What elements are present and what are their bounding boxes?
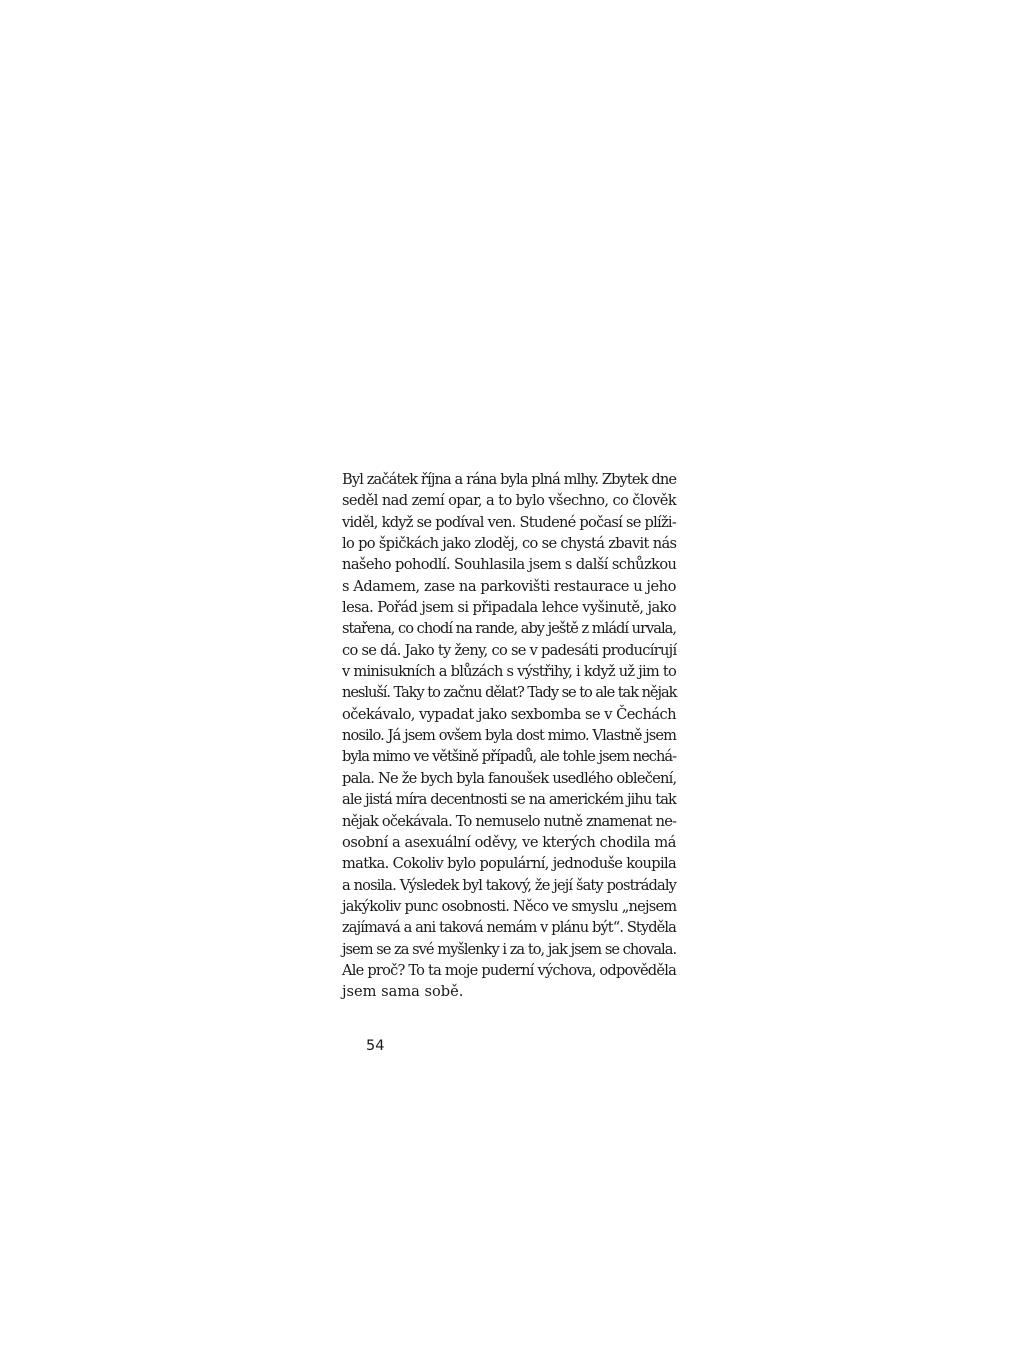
- text-line: osobní a asexuální oděvy, ve kterých chodila má: [342, 833, 676, 851]
- text-line: jakýkoliv punc osobnosti. Něco ve smyslu „nejsem: [342, 897, 677, 915]
- text-line: nějak očekávala. To nemuselo nutně znamenat ne-: [342, 812, 677, 830]
- text-line: zajímavá a ani taková nemám v plánu být“. Styděla: [342, 919, 676, 937]
- text-line: seděl nad zemí opar, a to bylo všechno, co člověk: [342, 492, 677, 510]
- text-line: našeho pohodlí. Souhlasila jsem s další schůzkou: [342, 556, 677, 574]
- text-line: jsem sama sobě.: [342, 983, 464, 1001]
- body-text: [342, 469, 676, 1003]
- text-line: nosilo. Já jsem ovšem byla dost mimo. Vlastně jsem: [342, 727, 677, 745]
- text-line: v minisukních a blůzách s výstřihy, i když už jim to: [342, 663, 676, 681]
- text-line: lo po špičkách jako zloděj, co se chystá zbavit nás: [342, 535, 677, 553]
- text-line: očekávalo, vypadat jako sexbomba se v Čechách: [342, 705, 676, 723]
- text-line: a nosila. Výsledek byl takový, že její šaty postrádaly: [342, 876, 676, 894]
- text-line: byla mimo ve většině případů, ale tohle jsem nechá-: [342, 748, 676, 766]
- text-line: jsem se za své myšlenky i za to, jak jsem se chovala.: [342, 940, 677, 958]
- text-line: lesa. Pořád jsem si připadala lehce vyšinutě, jako: [342, 599, 676, 617]
- text-line: stařena, co chodí na rande, aby ještě z mládí urvala,: [342, 620, 676, 638]
- text-line: matka. Cokoliv bylo populární, jednoduše koupila: [342, 855, 676, 873]
- text-line: Byl začátek října a rána byla plná mlhy. Zbytek dne: [342, 471, 677, 488]
- text-line: s Adamem, zase na parkovišti restaurace u jeho: [342, 577, 676, 595]
- text-line: ale jistá míra decentnosti se na americkém jihu tak: [342, 791, 676, 809]
- text-line: Ale proč? To ta moje puderní výchova, odpověděla: [342, 961, 676, 979]
- text-line: nesluší. Taky to začnu dělat? Tady se to ale tak nějak: [342, 684, 677, 702]
- text-line: pala. Ne že bych byla fanoušek usedlého oblečení,: [342, 769, 677, 787]
- text-line: co se dá. Jako ty ženy, co se v padesáti producírují: [342, 641, 677, 659]
- text-line: viděl, když se podíval ven. Studené počasí se plíži-: [342, 513, 676, 531]
- page-number: 54: [366, 1038, 385, 1054]
